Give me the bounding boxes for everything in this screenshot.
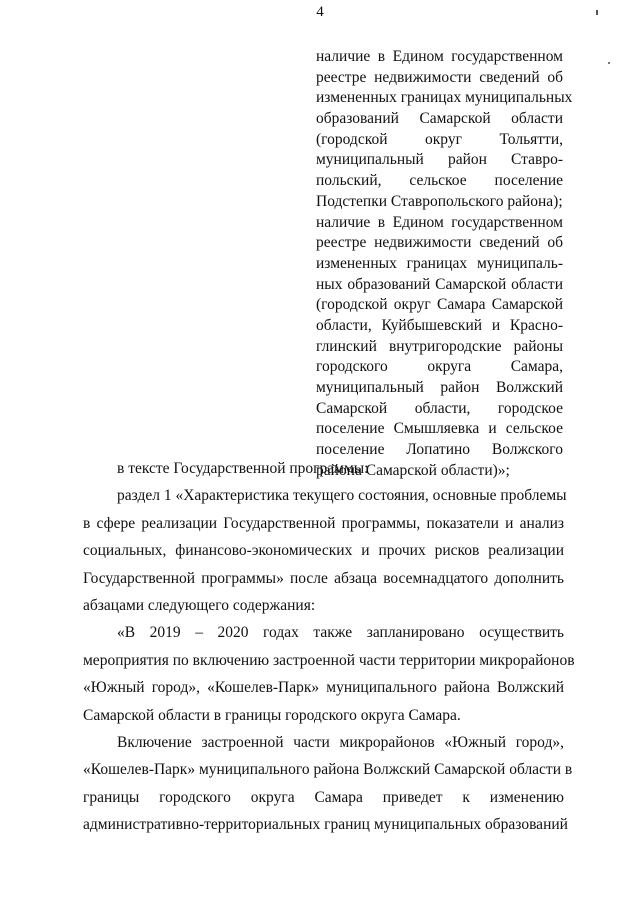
- main-text-body: [83, 455, 575, 838]
- paragraph-line: Включение застроенной части микрорайонов «Южный город»,: [117, 733, 564, 751]
- paragraph-line: «Южный город», «Кошелев-Парк» муниципального района Волжский: [83, 679, 564, 697]
- paragraph-line: Самарской области в границы городского округа Самара.: [83, 706, 461, 724]
- amendment-line: (городской округ Тольятти,: [316, 130, 563, 148]
- amendment-line: образований Самарской области: [316, 110, 563, 128]
- paragraph-line: Государственной программы» после абзаца восемнадцатого дополнить: [83, 569, 564, 587]
- amendment-line: поселение Смышляевка и сельское: [316, 420, 563, 438]
- amendment-line: наличие в Едином государственном: [316, 48, 563, 65]
- paragraph-line: социальных, финансово-экономических и прочих рисков реализации: [83, 542, 564, 560]
- amendment-line: наличие в Едином государственном: [316, 213, 563, 231]
- amendment-line: муниципальный район Волжский: [316, 379, 563, 396]
- paragraph-line: в сфере реализации Государственной программы, показатели и анализ: [83, 514, 564, 532]
- amendment-line: измененных границах муниципаль-: [316, 254, 563, 272]
- amendment-line: области, Куйбышевский и Красно-: [316, 316, 563, 334]
- paragraph-line: «В 2019 – 2020 годах также запланировано осуществить: [117, 624, 564, 642]
- amendment-line: Самарской области, городское: [316, 399, 563, 417]
- amendment-line: измененных границах муниципальных: [316, 89, 573, 107]
- amendment-line: муниципальный район Ставро-: [316, 151, 563, 169]
- amendment-line: реестре недвижимости сведений об: [316, 68, 563, 86]
- paragraph-line: в тексте Государственной программы:: [117, 460, 369, 477]
- scan-dot: [608, 62, 610, 64]
- amendment-line: района Самарской области)»;: [316, 461, 510, 479]
- paragraph-line: административно-территориальных границ муниципальных образований: [83, 816, 568, 834]
- paragraph-line: абзацами следующего содержания:: [83, 596, 316, 614]
- amendment-line: реестре недвижимости сведений об: [316, 234, 563, 252]
- amendment-line: Подстепки Ставропольского района);: [316, 192, 563, 210]
- amendment-text-block: [316, 47, 573, 481]
- page-number: 4: [316, 4, 324, 20]
- paragraph-line: мероприятия по включению застроенной части территории микрорайонов: [83, 651, 575, 669]
- paragraph-line: раздел 1 «Характеристика текущего состояния, основные проблемы: [117, 487, 567, 505]
- paragraph-line: «Кошелев-Парк» муниципального района Волжский Самарской области в: [83, 761, 573, 779]
- amendment-line: глинский внутригородские районы: [316, 337, 563, 355]
- amendment-line: (городской округ Самара Самарской: [316, 296, 563, 314]
- amendment-line: ных образований Самарской области: [316, 275, 563, 293]
- amendment-line: польский, сельское поселение: [316, 172, 563, 190]
- amendment-line: поселение Лопатино Волжского: [316, 441, 563, 459]
- paragraph-line: границы городского округа Самара приведет к изменению: [83, 788, 564, 806]
- scan-mark: [596, 10, 598, 15]
- amendment-line: городского округа Самара,: [316, 358, 563, 376]
